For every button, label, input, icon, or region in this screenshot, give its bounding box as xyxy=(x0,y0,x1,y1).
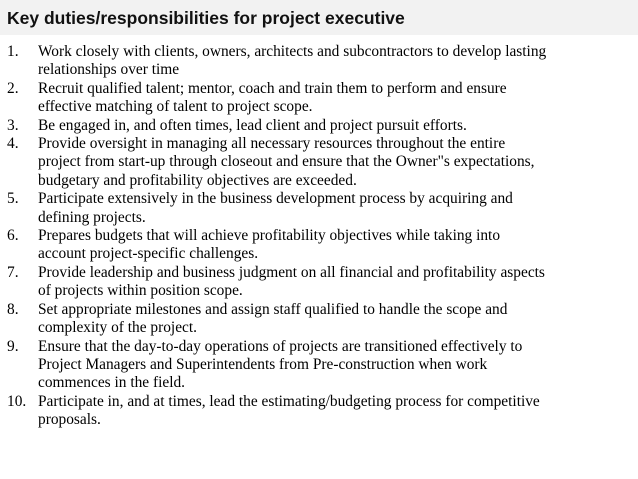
list-item-number: 6. xyxy=(7,227,19,245)
list-item-number: 8. xyxy=(7,300,19,318)
list-item-text xyxy=(38,135,638,190)
list-item-line: Work closely with clients, owners, architects and subcontractors to develop lasting xyxy=(38,43,547,60)
list-item-line: Provide oversight in managing all necessary resources throughout the entire xyxy=(38,135,506,153)
list-item xyxy=(0,264,638,301)
list-item-text xyxy=(38,338,638,393)
list-item-text xyxy=(38,117,638,135)
list-item xyxy=(0,301,638,338)
list-item-line: relationships over time xyxy=(38,61,180,79)
list-item-line: proposals. xyxy=(38,411,101,429)
list-item-line: account project-specific challenges. xyxy=(38,245,259,263)
list-item-number: 7. xyxy=(7,263,19,281)
list-item-line: Prepares budgets that will achieve profitability objectives while taking into xyxy=(38,227,501,245)
list-item-line: project from start-up through closeout and ensure that the Owner"s expectations, xyxy=(38,153,535,171)
list-item-number: 2. xyxy=(7,79,19,97)
list-item-number: 1. xyxy=(7,43,19,60)
list-item-number: 10. xyxy=(7,392,27,410)
list-item xyxy=(0,117,638,135)
list-item-text xyxy=(38,227,638,264)
list-item-text xyxy=(38,301,638,338)
list-item-number: 9. xyxy=(7,337,19,355)
list-item-line: Recruit qualified talent; mentor, coach and train them to perform and ensure xyxy=(38,79,507,97)
list-item-line: Ensure that the day-to-day operations of projects are transitioned effectively to xyxy=(38,337,523,355)
list-item xyxy=(0,43,638,80)
list-item-line: budgetary and profitability objectives are exceeded. xyxy=(38,171,357,189)
list-item-line: Participate in, and at times, lead the estimating/budgeting process for competitive xyxy=(38,392,540,410)
list-item-line: commences in the field. xyxy=(38,374,186,392)
list-item-text xyxy=(38,393,638,430)
list-item-text xyxy=(38,190,638,227)
list-item-line: effective matching of talent to project scope. xyxy=(38,98,313,116)
page-title: Key duties/responsibilities for project executive xyxy=(7,8,405,28)
list-item-line: Provide leadership and business judgment on all financial and profitability aspects xyxy=(38,263,545,281)
list-item-number: 4. xyxy=(7,135,19,153)
list-item-line: Participate extensively in the business development process by acquiring and xyxy=(38,190,513,208)
list-item-text xyxy=(38,264,638,301)
title-bar xyxy=(0,0,638,35)
list-item-line: Be engaged in, and often times, lead client and project pursuit efforts. xyxy=(38,116,467,134)
list-item xyxy=(0,227,638,264)
list-item-line: Set appropriate milestones and assign staff qualified to handle the scope and xyxy=(38,300,508,318)
list-item xyxy=(0,393,638,430)
duty-list xyxy=(0,43,638,430)
list-item-number: 3. xyxy=(7,116,19,134)
list-item xyxy=(0,80,638,117)
list-item-number: 5. xyxy=(7,190,19,208)
list-item-line: defining projects. xyxy=(38,208,146,226)
list-item-text xyxy=(38,80,638,117)
list-item-line: complexity of the project. xyxy=(38,319,197,337)
list-item xyxy=(0,338,638,393)
list-item xyxy=(0,135,638,190)
list-item-line: Project Managers and Superintendents from Pre-construction when work xyxy=(38,355,488,373)
list-item-text xyxy=(38,43,638,80)
list-item-line: of projects within position scope. xyxy=(38,282,243,300)
list-item xyxy=(0,190,638,227)
